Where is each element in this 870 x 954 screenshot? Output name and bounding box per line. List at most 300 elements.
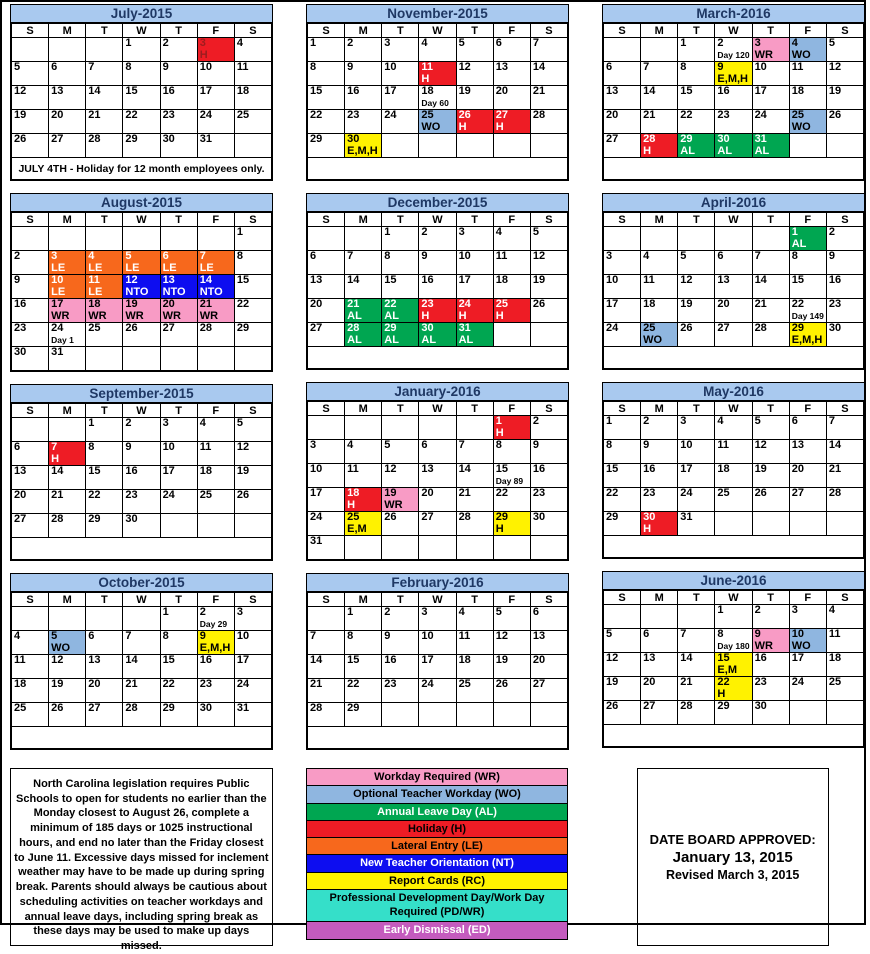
day-cell [86, 466, 123, 490]
day-number: 20 [717, 298, 730, 310]
day-number: 11 [14, 654, 26, 666]
day-cell [826, 251, 863, 275]
day-cell [197, 110, 234, 134]
day-cell [530, 62, 567, 86]
week-row [308, 38, 568, 62]
day-number: 23 [754, 676, 767, 688]
day-cell [49, 86, 86, 110]
day-cell [86, 275, 123, 299]
day-number: 13 [14, 465, 27, 477]
day-cell [752, 512, 789, 536]
day-cell [86, 227, 123, 251]
day-number: 18 [88, 298, 101, 310]
day-number: 24 [421, 678, 434, 690]
day-number: 5 [236, 417, 243, 429]
weekday-header-cell: T [678, 213, 715, 227]
weekday-header-cell: S [12, 24, 49, 38]
day-cell [234, 514, 271, 538]
day-number: 4 [495, 226, 502, 238]
day-cell [530, 299, 567, 323]
day-number: 19 [828, 85, 842, 97]
day-cell [456, 134, 493, 158]
day-cell [382, 631, 419, 655]
day-cell [86, 62, 123, 86]
day-number: 10 [754, 61, 767, 73]
day-cell [752, 38, 789, 62]
month-april-2016 [602, 193, 865, 370]
day-number: 24 [199, 109, 212, 121]
day-number: 15 [791, 274, 804, 286]
day-cell [345, 251, 382, 275]
day-cell [493, 512, 530, 536]
months-column-1 [10, 4, 273, 762]
day-number: 27 [310, 322, 323, 334]
week-row [12, 134, 272, 158]
day-cell [789, 38, 826, 62]
weekday-header-cell: S [234, 24, 271, 38]
day-number: 19 [606, 676, 619, 688]
day-cell [641, 86, 678, 110]
day-cell [234, 110, 271, 134]
day-number: 18 [421, 85, 434, 97]
week-row [12, 227, 272, 251]
day-number: 14 [51, 465, 64, 477]
day-cell [197, 299, 234, 323]
month-footer-row [604, 536, 864, 558]
day-number: 2 [162, 37, 169, 49]
day-number: 15 [680, 85, 693, 97]
week-row [604, 275, 864, 299]
day-number: 5 [680, 250, 687, 262]
day-number: 24 [51, 322, 64, 334]
day-number: 26 [125, 322, 138, 334]
day-number: 29 [384, 322, 397, 334]
month-may-2016 [602, 382, 865, 559]
day-number: 7 [643, 61, 650, 73]
day-cell [715, 110, 752, 134]
month-title: August-2015 [11, 194, 272, 212]
day-number: 12 [384, 463, 397, 475]
day-number: 5 [754, 415, 761, 427]
weekday-header-cell: F [197, 213, 234, 227]
day-cell [12, 490, 49, 514]
day-number: 22 [717, 676, 730, 688]
day-number: 31 [236, 702, 250, 714]
day-cell [419, 251, 456, 275]
day-cell [197, 134, 234, 158]
day-cell [86, 607, 123, 631]
day-cell [419, 512, 456, 536]
day-number: 25 [828, 676, 842, 688]
day-number: 4 [643, 250, 650, 262]
day-cell [234, 442, 271, 466]
day-cell [382, 464, 419, 488]
week-row [12, 418, 272, 442]
day-number: 16 [162, 85, 175, 97]
day-cell [49, 251, 86, 275]
day-number: 1 [495, 415, 502, 427]
day-number: 31 [310, 535, 323, 547]
day-cell [419, 227, 456, 251]
day-label: AL [347, 309, 362, 322]
day-cell [308, 488, 345, 512]
day-cell [123, 703, 160, 727]
day-cell [456, 512, 493, 536]
day-cell [789, 86, 826, 110]
day-number: 20 [495, 85, 508, 97]
day-number: 21 [310, 678, 323, 690]
day-label: H [495, 120, 504, 133]
weekday-header-cell: T [456, 402, 493, 416]
week-row [604, 251, 864, 275]
approval-revised: Revised March 3, 2015 [665, 868, 800, 882]
weekday-header-cell: S [530, 213, 567, 227]
weekday-header-cell: M [345, 213, 382, 227]
weekday-header-cell: W [123, 213, 160, 227]
day-cell [752, 299, 789, 323]
weekday-header-cell: T [752, 24, 789, 38]
day-cell [86, 655, 123, 679]
day-number: 8 [606, 439, 613, 451]
day-cell [382, 512, 419, 536]
day-cell [234, 679, 271, 703]
day-cell [493, 607, 530, 631]
day-cell [345, 110, 382, 134]
day-number: 14 [310, 654, 323, 666]
day-number: 16 [828, 274, 842, 286]
month-body [604, 605, 864, 747]
legend-item: Workday Required (WR) [307, 769, 568, 786]
day-number: 6 [421, 439, 428, 451]
day-cell [49, 703, 86, 727]
day-cell [715, 512, 752, 536]
week-row [308, 110, 568, 134]
day-number: 28 [828, 487, 842, 499]
day-number: 7 [828, 415, 835, 427]
month-july-2015 [10, 4, 273, 181]
day-cell [49, 38, 86, 62]
day-number: 6 [791, 415, 798, 427]
day-cell [826, 134, 863, 158]
day-number: 3 [384, 37, 391, 49]
day-number: 16 [125, 465, 138, 477]
day-cell [826, 62, 863, 86]
weekday-header-cell: S [530, 24, 567, 38]
weekday-header-row [12, 593, 272, 607]
day-cell [160, 299, 197, 323]
month-table [11, 212, 272, 371]
day-number: 7 [458, 439, 465, 451]
month-body [308, 38, 568, 180]
day-label: Day 180 [717, 640, 750, 651]
weekday-header-cell: T [160, 213, 197, 227]
day-number: 2 [717, 37, 724, 49]
month-body [12, 418, 272, 560]
day-number: 29 [162, 702, 175, 714]
day-label: H [717, 687, 726, 700]
day-label: E,M,H [347, 144, 378, 157]
day-cell [308, 86, 345, 110]
day-number: 20 [51, 109, 64, 121]
month-table [307, 23, 568, 180]
day-cell [197, 703, 234, 727]
day-cell [530, 512, 567, 536]
week-row [308, 464, 568, 488]
weekday-header-row [12, 24, 272, 38]
day-number: 8 [717, 628, 724, 640]
week-row [12, 110, 272, 134]
weekday-header-cell: T [678, 591, 715, 605]
weekday-header-cell: S [604, 402, 641, 416]
day-cell [123, 607, 160, 631]
weekday-header-row [308, 593, 568, 607]
day-cell [234, 251, 271, 275]
day-number: 17 [384, 85, 397, 97]
day-cell [530, 607, 567, 631]
weekday-header-cell: S [308, 213, 345, 227]
day-number: 16 [643, 463, 656, 475]
weekday-header-cell: W [715, 591, 752, 605]
day-number: 11 [458, 630, 471, 642]
day-cell [308, 62, 345, 86]
month-table [307, 401, 568, 560]
day-number: 3 [310, 439, 317, 451]
day-cell [493, 251, 530, 275]
week-row [604, 86, 864, 110]
day-cell [86, 442, 123, 466]
day-cell [160, 631, 197, 655]
day-number: 1 [606, 415, 613, 427]
day-number: 5 [125, 250, 132, 262]
week-row [12, 607, 272, 631]
day-cell [456, 464, 493, 488]
weekday-header-cell: W [715, 213, 752, 227]
day-cell [678, 440, 715, 464]
week-row [604, 227, 864, 251]
day-label: WR [754, 48, 773, 61]
weekday-header-cell: T [678, 24, 715, 38]
day-cell [12, 703, 49, 727]
weekday-header-cell: M [345, 402, 382, 416]
day-label: LE [199, 261, 214, 274]
day-number: 1 [717, 604, 724, 616]
day-cell [456, 275, 493, 299]
day-number: 1 [125, 37, 132, 49]
day-label: LE [88, 285, 103, 298]
day-number: 29 [791, 322, 804, 334]
day-number: 5 [51, 630, 58, 642]
day-number: 28 [88, 133, 101, 145]
day-number: 6 [643, 628, 650, 640]
day-label: H [458, 309, 467, 322]
day-cell [493, 110, 530, 134]
day-cell [197, 251, 234, 275]
day-cell [234, 323, 271, 347]
legend-item: Report Cards (RC) [307, 873, 568, 890]
weekday-header-cell: F [789, 402, 826, 416]
day-cell [604, 512, 641, 536]
weekday-header-cell: S [234, 213, 271, 227]
weekday-header-cell: F [493, 593, 530, 607]
day-number: 9 [14, 274, 21, 286]
day-number: 10 [458, 250, 471, 262]
day-number: 5 [458, 37, 465, 49]
day-number: 1 [310, 37, 317, 49]
approval-box [637, 768, 829, 946]
month-table [307, 592, 568, 749]
week-row [12, 631, 272, 655]
day-cell [752, 653, 789, 677]
day-number: 16 [14, 298, 27, 310]
weekday-header-cell: S [530, 402, 567, 416]
day-cell [86, 347, 123, 371]
day-cell [234, 631, 271, 655]
weekday-header-cell: S [826, 24, 863, 38]
day-number: 30 [532, 511, 546, 523]
day-cell [382, 679, 419, 703]
day-number: 13 [791, 439, 804, 451]
day-cell [493, 134, 530, 158]
day-cell [752, 134, 789, 158]
day-cell [234, 38, 271, 62]
day-cell [419, 440, 456, 464]
day-number: 12 [458, 61, 471, 73]
day-number: 27 [162, 322, 175, 334]
day-cell [308, 703, 345, 727]
day-label: NTO [199, 285, 223, 298]
day-number: 12 [51, 654, 64, 666]
approval-wrap [601, 768, 864, 946]
day-number: 26 [828, 109, 842, 121]
weekday-header-cell: T [382, 24, 419, 38]
day-number: 25 [717, 487, 730, 499]
week-row [604, 299, 864, 323]
week-row [604, 62, 864, 86]
day-number: 18 [643, 298, 656, 310]
day-label: Day 1 [51, 334, 74, 345]
day-cell [49, 275, 86, 299]
day-cell [752, 605, 789, 629]
day-label: H [495, 426, 504, 439]
day-cell [123, 86, 160, 110]
week-row [308, 679, 568, 703]
day-cell [123, 631, 160, 655]
day-cell [197, 347, 234, 371]
day-cell [86, 323, 123, 347]
day-number: 14 [532, 61, 546, 73]
month-note: JULY 4TH - Holiday for 12 month employees only. [12, 158, 272, 180]
day-cell [604, 323, 641, 347]
day-number: 7 [310, 630, 317, 642]
day-number: 9 [125, 441, 132, 453]
weekday-header-cell: M [641, 591, 678, 605]
day-number: 5 [532, 226, 539, 238]
day-cell [12, 607, 49, 631]
week-row [12, 38, 272, 62]
month-body [308, 607, 568, 749]
day-cell [160, 134, 197, 158]
day-cell [160, 62, 197, 86]
day-cell [12, 655, 49, 679]
day-cell [789, 134, 826, 158]
day-cell [345, 38, 382, 62]
day-number: 6 [495, 37, 502, 49]
day-number: 23 [532, 487, 546, 499]
day-cell [160, 607, 197, 631]
day-number: 17 [51, 298, 64, 310]
day-number: 14 [199, 274, 212, 286]
day-number: 12 [14, 85, 27, 97]
day-cell [752, 677, 789, 701]
weekday-header-cell: W [123, 404, 160, 418]
day-cell [678, 488, 715, 512]
week-row [12, 251, 272, 275]
day-number: 26 [495, 678, 508, 690]
day-number: 25 [421, 109, 434, 121]
day-number: 24 [310, 511, 323, 523]
day-number: 19 [458, 85, 471, 97]
month-body [12, 38, 272, 180]
day-number: 24 [754, 109, 767, 121]
day-number: 15 [310, 85, 323, 97]
day-number: 8 [347, 630, 354, 642]
weekday-header-cell: T [382, 593, 419, 607]
day-number: 10 [162, 441, 175, 453]
day-cell [234, 347, 271, 371]
weekday-header-row [308, 24, 568, 38]
legend-item: Optional Teacher Workday (WO) [307, 786, 568, 803]
day-cell [530, 631, 567, 655]
day-cell [456, 38, 493, 62]
day-cell [826, 488, 863, 512]
day-label: Day 120 [717, 49, 750, 60]
day-cell [382, 38, 419, 62]
day-number: 21 [88, 109, 101, 121]
day-cell [752, 440, 789, 464]
day-cell [493, 275, 530, 299]
day-number: 22 [791, 298, 804, 310]
day-number: 19 [51, 678, 64, 690]
day-label: WR [162, 309, 181, 322]
weekday-header-cell: M [345, 24, 382, 38]
day-cell [382, 251, 419, 275]
day-number: 15 [495, 463, 508, 475]
day-cell [234, 466, 271, 490]
day-number: 22 [310, 109, 323, 121]
day-cell [530, 110, 567, 134]
day-number: 4 [347, 439, 354, 451]
day-cell [493, 299, 530, 323]
weekday-header-row [604, 402, 864, 416]
day-cell [678, 701, 715, 725]
day-cell [49, 347, 86, 371]
day-cell [419, 488, 456, 512]
day-number: 27 [532, 678, 546, 690]
week-row [308, 134, 568, 158]
day-number: 6 [532, 606, 539, 618]
day-cell [234, 62, 271, 86]
day-cell [456, 86, 493, 110]
day-number: 26 [458, 109, 471, 121]
day-cell [826, 275, 863, 299]
day-cell [160, 490, 197, 514]
day-cell [197, 679, 234, 703]
day-label: LE [88, 261, 103, 274]
weekday-header-cell: W [715, 24, 752, 38]
day-number: 12 [532, 250, 546, 262]
day-number: 12 [495, 630, 508, 642]
month-june-2016 [602, 571, 865, 748]
